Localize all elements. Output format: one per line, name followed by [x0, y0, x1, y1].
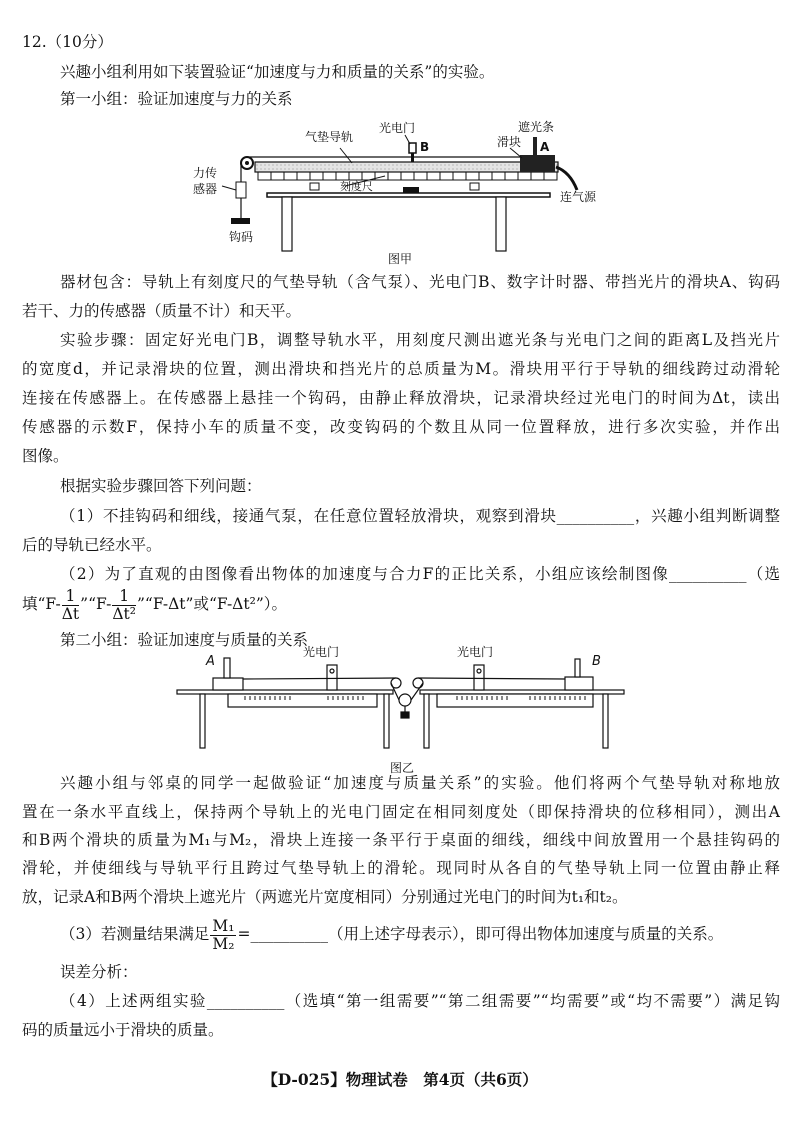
- label-sensor-2: 感器: [193, 182, 218, 196]
- figure-2-caption: 图乙: [390, 761, 415, 775]
- q2-suffix: ”“F-Δt”或“F-Δt²”）。: [136, 595, 287, 613]
- label-slider-a: A: [540, 140, 550, 154]
- materials-line-1: 器材包含：导轨上有刻度尺的气垫导轨（含气泵）、光电门B、数字计时器、带挡光片的滑块A、钩码: [60, 273, 780, 291]
- q3-line: [60, 914, 723, 954]
- steps-line-5: 图像。: [22, 447, 69, 465]
- left-track: [177, 658, 396, 748]
- materials-line-2: 若干、力的传感器（质量不计）和天平。: [22, 302, 302, 320]
- fraction-1-over-dt2: [112, 588, 136, 623]
- intro-text: 兴趣小组利用如下装置验证“加速度与力和质量的关系”的实验。: [60, 63, 495, 81]
- q2-mid: ”“F-: [80, 595, 112, 613]
- group2-line-2: 置在一条水平直线上，保持两个导轨上的光电门固定在相同刻度处（即保持滑块的位移相同），测出A: [22, 803, 780, 821]
- label-sensor: 力传: [193, 166, 218, 180]
- label-hook: 钩码: [229, 230, 254, 244]
- figure-1-caption: 图甲: [388, 252, 413, 266]
- q1-line-1: （1）不挂钩码和细线，接通气泵，在任意位置轻放滑块，观察到滑块__________，兴趣小组判断调整: [60, 507, 780, 525]
- label-slider: 滑块: [497, 135, 522, 149]
- q2-prefix: 填“F-: [22, 595, 61, 613]
- frac-num: M₁: [212, 916, 235, 935]
- label-rail: 气垫导轨: [305, 130, 354, 144]
- frac-num: 1: [112, 588, 136, 606]
- page-footer: 【D-025】物理试卷 第4页（共6页）: [262, 1070, 538, 1089]
- label-air-source: 连气源: [560, 190, 597, 204]
- group2-line-1: 兴趣小组与邻桌的同学一起做验证“加速度与质量关系”的实验。他们将两个气垫导轨对称地放: [60, 774, 780, 792]
- ruler: [258, 172, 557, 180]
- table-top: [267, 193, 550, 197]
- label-gate: 光电门: [379, 121, 416, 135]
- group2-line-3: 和B两个滑块的质量为M₁与M₂，滑块上连接一条平行于桌面的细线，细线中间放置用一个悬挂钩码的: [22, 831, 780, 849]
- group2-line-5: 放，记录A和B两个滑块上遮光片（两遮光片宽度相同）分别通过光电门的时间为t₁和t₂。: [22, 888, 628, 906]
- steps-line-2: 的宽度d，并记录滑块的位置，测出滑块和挡光片的总质量为M。滑块用平行于导轨的细线跨过动滑轮: [22, 360, 780, 378]
- label-strip: 遮光条: [518, 120, 555, 134]
- air-hose: [556, 167, 577, 190]
- error-title: 误差分析：: [60, 963, 138, 981]
- frac-num: 1: [62, 588, 79, 606]
- q2-line-1: （2）为了直观的由图像看出物体的加速度与合力F的正比关系，小组应该绘制图像__________（选: [60, 565, 780, 583]
- air-track: [255, 162, 558, 172]
- pulley-system: [391, 678, 423, 718]
- slider-b: [565, 677, 593, 690]
- label-gate-b: B: [420, 140, 430, 154]
- group2-line-4: 滑轮，并使细线与导轨平行且跨过气垫导轨上的滑轮。现同时从各自的气垫导轨上同一位置由静止释: [22, 859, 780, 877]
- hook-weight: [231, 218, 250, 224]
- q4-line-1: （4）上述两组实验__________（选填“第一组需要”“第二组需要”“均需要”或“均不需要”）满足钩: [60, 992, 780, 1010]
- answer-prompt: 根据实验步骤回答下列问题：: [60, 477, 262, 495]
- q3-suffix: =__________（用上述字母表示），即可得出物体加速度与质量的关系。: [237, 925, 724, 943]
- label-slider-b: B: [592, 654, 601, 669]
- q4-line-2: 码的质量远小于滑块的质量。: [22, 1021, 224, 1039]
- light-strip: [533, 137, 537, 155]
- figure-2-apparatus: [0, 640, 800, 780]
- slider-a: [520, 155, 555, 172]
- force-sensor: [236, 182, 246, 198]
- right-track: [418, 659, 624, 748]
- slider-a: [213, 678, 243, 690]
- question-number: 12.（10分）: [22, 33, 113, 51]
- fraction-m1-over-m2: [210, 918, 236, 953]
- group2-title: 第二小组：验证加速度与质量的关系: [60, 631, 309, 649]
- label-gate-left: 光电门: [303, 645, 340, 659]
- q2-options: [22, 586, 287, 623]
- label-gate-right: 光电门: [457, 645, 494, 659]
- label-slider-a: A: [206, 654, 215, 669]
- frac-den: Δt: [61, 604, 80, 623]
- frac-den: M₂: [212, 934, 235, 953]
- fraction-1-over-dt: [62, 588, 79, 623]
- steps-line-4: 传感器的示数F，保持小车的质量不变，改变钩码的个数且从同一位置释放，进行多次实验，并作出: [22, 418, 780, 436]
- q3-prefix: （3）若测量结果满足: [60, 925, 210, 943]
- frac-den: Δt²: [112, 604, 136, 623]
- q1-line-2: 后的导轨已经水平。: [22, 536, 162, 554]
- steps-line-1: 实验步骤：固定好光电门B，调整导轨水平，用刻度尺测出遮光条与光电门之间的距离L及挡光片: [60, 331, 780, 349]
- label-ruler: 刻度尺: [340, 180, 373, 193]
- steps-line-3: 连接在传感器上。在传感器上悬挂一个钩码，由静止释放滑块，记录滑块经过光电门的时间为Δt，读出: [22, 389, 780, 407]
- group1-title: 第一小组：验证加速度与力的关系: [60, 90, 293, 108]
- figure-1-apparatus: [0, 0, 800, 270]
- photogate-b: [409, 143, 416, 153]
